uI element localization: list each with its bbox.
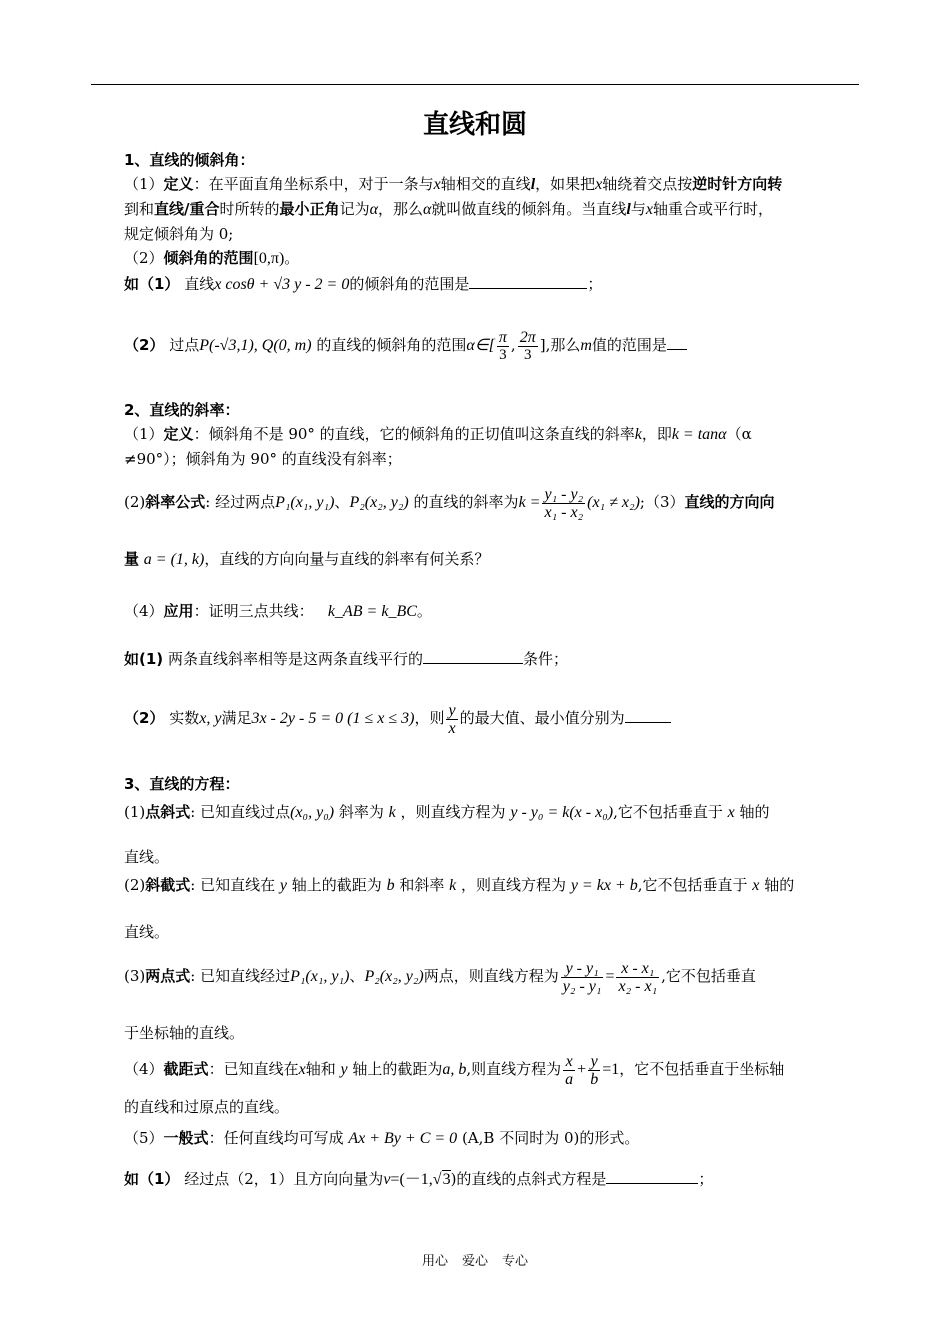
s2-direction-vector: 量 a = (1, k)，直线的方向向量与直线的斜率有何关系？ (124, 550, 490, 568)
section3-heading: 3、直线的方程： (124, 775, 240, 793)
footer-word: 专心 (502, 1254, 529, 1269)
s3-two-point: (3)两点式: 已知直线经过P₁(x₁, y₁)、P₂(x₂, y₂)两点，则直线方程为 $\frac{\text{y - y₁}}{\text{y₂ - y₁}}$ = $\frac{\text{x - x₁}}{\text{x₂ - x₁}}$ ,它不包括垂直 (124, 959, 756, 995)
s3-example1: 如（1） 经过点（2，1）且方向向量为v=(－1,√3)的直线的点斜式方程是 ； (124, 1170, 714, 1188)
s3-intercept-cont: 的直线和过原点的直线。 (124, 1098, 290, 1116)
s1-definition-line3: 规定倾斜角为 0; (124, 225, 234, 243)
s1-example1: 如（1） 直线x cosθ + √3 y - 2 = 0的倾斜角的范围是 ； (124, 275, 603, 293)
s3-point-slope-cont: 直线。 (124, 848, 170, 866)
s2-example2: （2） 实数x, y满足3x - 2y - 5 = 0 (1 ≤ x ≤ 3)，则 $\frac{y}{x}$ 的最大值、最小值分别为 (124, 700, 864, 737)
section1-heading: 1、直线的倾斜角： (124, 151, 255, 169)
s1-definition-line2: 到和直线/重合时所转的最小正角记为α，那么α就叫做直线的倾斜角。当直线l与x轴重合或平行时， (124, 200, 774, 218)
s2-slope-formula: (2)斜率公式: 经过两点P₁(x₁, y₁)、P₂(x₂, y₂) 的直线的斜率为k = $\frac{\text{y₁ - y₂}}{\text{x₁ - x₂}}$ (x₁ ≠ x₂);（3）直线的方向向 (124, 485, 775, 521)
s2-definition-line2: ≠90°）；倾斜角为 90° 的直线没有斜率； (124, 450, 402, 468)
page-title: 直线和圆 (422, 110, 527, 140)
footer-word: 用心 (421, 1254, 448, 1269)
s3-slope-intercept-cont: 直线。 (124, 923, 170, 941)
footer-word: 爱心 (461, 1254, 488, 1269)
page-footer (0, 1250, 950, 1269)
s1-example2: （2） 过点P(-√3,1), Q(0, m) 的直线的倾斜角的范围α∈[ $\frac{\pi}{3}$ , $\frac{2\pi}{3}$ ],那么m值的范围是 (124, 327, 864, 364)
s1-definition-line1: （1）定义：在平面直角坐标系中，对于一条与x轴相交的直线l，如果把x轴绕着交点按逆时针方向转 (124, 175, 783, 193)
s3-general-form: （5）一般式：任何直线均可写成 Ax + By + C = 0 (A,B 不同时为 0)的形式。 (124, 1129, 640, 1147)
header-rule (91, 84, 859, 85)
s2-application: （4）应用：证明三点共线： k_AB = k_BC。 (124, 602, 432, 620)
section2-heading: 2、直线的斜率： (124, 401, 240, 419)
s3-two-point-cont: 于坐标轴的直线。 (124, 1024, 245, 1042)
s3-slope-intercept: (2)斜截式: 已知直线在 y 轴上的截距为 b 和斜率 k ，则直线方程为 y = kx + b,它不包括垂直于 x 轴的 (124, 876, 795, 894)
s3-intercept: （4）截距式：已知直线在x轴和 y 轴上的截距为a, b,则直线方程为 $\frac{x}{a}$ + $\frac{y}{b}$ =1，它不包括垂直于坐标轴 (124, 1052, 785, 1088)
s3-point-slope: (1)点斜式: 已知直线过点(x₀, y₀) 斜率为 k ，则直线方程为 y - y₀ = k(x - x₀),它不包括垂直于 x 轴的 (124, 803, 770, 821)
s1-range: （2）倾斜角的范围[0,π)。 (124, 249, 300, 267)
s2-definition-line1: （1）定义：倾斜角不是 90° 的直线，它的倾斜角的正切值叫这条直线的斜率k，即k = tanα（α (124, 425, 752, 443)
s2-example1: 如(1) 两条直线斜率相等是这两条直线平行的 条件； (124, 650, 568, 668)
